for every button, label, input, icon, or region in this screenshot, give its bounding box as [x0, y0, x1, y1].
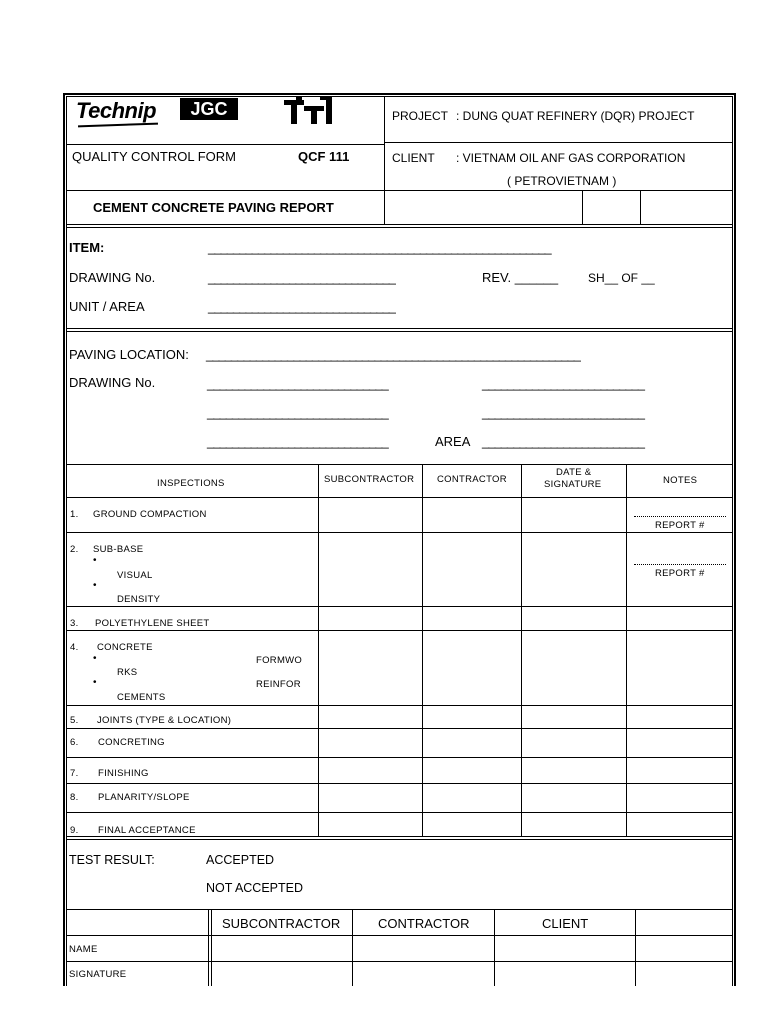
row-label: CONCRETE: [97, 642, 153, 653]
row-label: POLYETHYLENE SHEET: [95, 618, 210, 629]
table-col-line: [352, 909, 353, 986]
header-subcontractor: SUBCONTRACTOR: [324, 474, 415, 485]
row-label: PLANARITY/SLOPE: [98, 792, 190, 803]
paving-location-line[interactable]: ____________________________________________________________: [206, 347, 580, 362]
location-drawing-line-b[interactable]: __________________________: [482, 376, 644, 391]
table-col-line: [211, 909, 212, 986]
sign-row-name: NAME: [69, 944, 98, 955]
header-contractor: CONTRACTOR: [437, 474, 507, 485]
location-drawing-label: DRAWING No.: [69, 375, 156, 390]
table-line: [66, 961, 733, 962]
header-line: [384, 142, 733, 143]
table-line: [66, 497, 733, 498]
row-number: 1.: [70, 509, 79, 520]
row-side-label: FORMWO: [256, 655, 303, 666]
drawing-label: DRAWING No.: [69, 270, 156, 285]
table-line: [66, 783, 733, 784]
client-value: : VIETNAM OIL ANF GAS CORPORATION: [456, 151, 686, 165]
client-value-2: ( PETROVIETNAM ): [507, 174, 617, 188]
project-label: PROJECT: [392, 109, 449, 123]
item-line[interactable]: _______________________________________________________: [208, 240, 551, 255]
table-col-line: [208, 909, 209, 986]
table-line: [66, 728, 733, 729]
rev-field[interactable]: REV. ______: [482, 270, 559, 285]
table-line: [66, 836, 733, 837]
row-number: 7.: [70, 768, 79, 779]
header-notes: NOTES: [663, 475, 698, 486]
bullet-icon: •: [93, 653, 97, 664]
table-col-line: [318, 464, 319, 836]
ttj-logo-icon: [282, 94, 334, 126]
client-label: CLIENT: [392, 151, 435, 165]
jgc-logo: JGC: [180, 98, 238, 120]
sheet-field[interactable]: SH__ OF __: [588, 271, 655, 285]
bullet-icon: •: [93, 555, 97, 566]
paving-location-label: PAVING LOCATION:: [69, 347, 189, 362]
table-col-line: [626, 464, 627, 836]
header-cell-divider: [582, 190, 583, 224]
table-line: [66, 812, 733, 813]
row-label: JOINTS (TYPE & LOCATION): [97, 715, 232, 726]
project-value: : DUNG QUAT REFINERY (DQR) PROJECT: [456, 109, 695, 123]
sign-header-subcontractor: SUBCONTRACTOR: [222, 916, 341, 931]
table-line: [66, 606, 733, 607]
dotted-line: [634, 516, 726, 517]
location-drawing-line-e[interactable]: _____________________________: [207, 434, 388, 449]
header-line: [66, 144, 384, 145]
row-number: 5.: [70, 715, 79, 726]
unit-area-line[interactable]: ______________________________: [208, 299, 395, 314]
report-title: CEMENT CONCRETE PAVING REPORT: [93, 200, 334, 215]
technip-logo: Technip: [76, 98, 157, 123]
header-line: [66, 224, 733, 225]
area-label: AREA: [435, 434, 471, 449]
section-separator: [66, 328, 733, 329]
form-code: QCF 111: [298, 149, 350, 164]
section-separator: [66, 227, 733, 228]
row-sub-label: DENSITY: [117, 594, 161, 605]
table-col-line: [494, 909, 495, 986]
inner-frame-right: [732, 96, 733, 986]
sign-row-signature: SIGNATURE: [69, 969, 127, 980]
table-line: [66, 532, 733, 533]
drawing-line[interactable]: ______________________________: [208, 270, 395, 285]
location-drawing-line-c[interactable]: _____________________________: [207, 405, 388, 420]
table-line: [66, 630, 733, 631]
row-label: CONCRETING: [98, 737, 165, 748]
row-number: 8.: [70, 792, 79, 803]
table-line: [66, 705, 733, 706]
row-sub-label: CEMENTS: [117, 692, 166, 703]
note-report: REPORT #: [655, 520, 705, 531]
row-number: 4.: [70, 642, 79, 653]
row-label: FINAL ACCEPTANCE: [98, 825, 196, 836]
table-col-line: [635, 909, 636, 986]
row-side-label: REINFOR: [256, 679, 301, 690]
not-accepted-option[interactable]: NOT ACCEPTED: [206, 881, 304, 895]
row-label: SUB-BASE: [93, 544, 144, 555]
location-drawing-line-d[interactable]: __________________________: [482, 405, 644, 420]
row-label: FINISHING: [98, 768, 149, 779]
table-line: [66, 935, 733, 936]
form-name: QUALITY CONTROL FORM: [72, 149, 236, 164]
location-drawing-line-a[interactable]: _____________________________: [207, 376, 388, 391]
table-col-line: [521, 464, 522, 836]
table-line: [66, 757, 733, 758]
inner-frame-left: [66, 96, 67, 986]
row-number: 6.: [70, 737, 79, 748]
area-line[interactable]: __________________________: [482, 434, 644, 449]
header-inspections: INSPECTIONS: [157, 478, 225, 489]
header-cell-divider: [640, 190, 641, 224]
dotted-line: [634, 564, 726, 565]
sign-header-client: CLIENT: [542, 916, 589, 931]
table-line: [66, 839, 733, 840]
row-label: GROUND COMPACTION: [93, 509, 207, 520]
table-line: [66, 909, 733, 910]
header-divider: [384, 96, 385, 224]
bullet-icon: •: [93, 580, 97, 591]
unit-area-label: UNIT / AREA: [69, 299, 145, 314]
test-result-label: TEST RESULT:: [69, 853, 155, 867]
inner-frame-top: [66, 96, 733, 97]
header-signature: SIGNATURE: [544, 479, 602, 490]
row-number: 2.: [70, 544, 79, 555]
section-separator: [66, 331, 733, 332]
item-label: ITEM:: [69, 240, 105, 255]
header-line: [66, 190, 733, 191]
bullet-icon: •: [93, 677, 97, 688]
accepted-option[interactable]: ACCEPTED: [206, 853, 275, 867]
sign-header-contractor: CONTRACTOR: [378, 916, 470, 931]
table-line: [66, 464, 733, 465]
note-report: REPORT #: [655, 568, 705, 579]
table-col-line: [422, 464, 423, 836]
row-sub-label: RKS: [117, 667, 138, 678]
row-sub-label: VISUAL: [117, 570, 153, 581]
row-number: 9.: [70, 825, 79, 836]
row-number: 3.: [70, 618, 79, 629]
header-date: DATE &: [556, 467, 592, 478]
